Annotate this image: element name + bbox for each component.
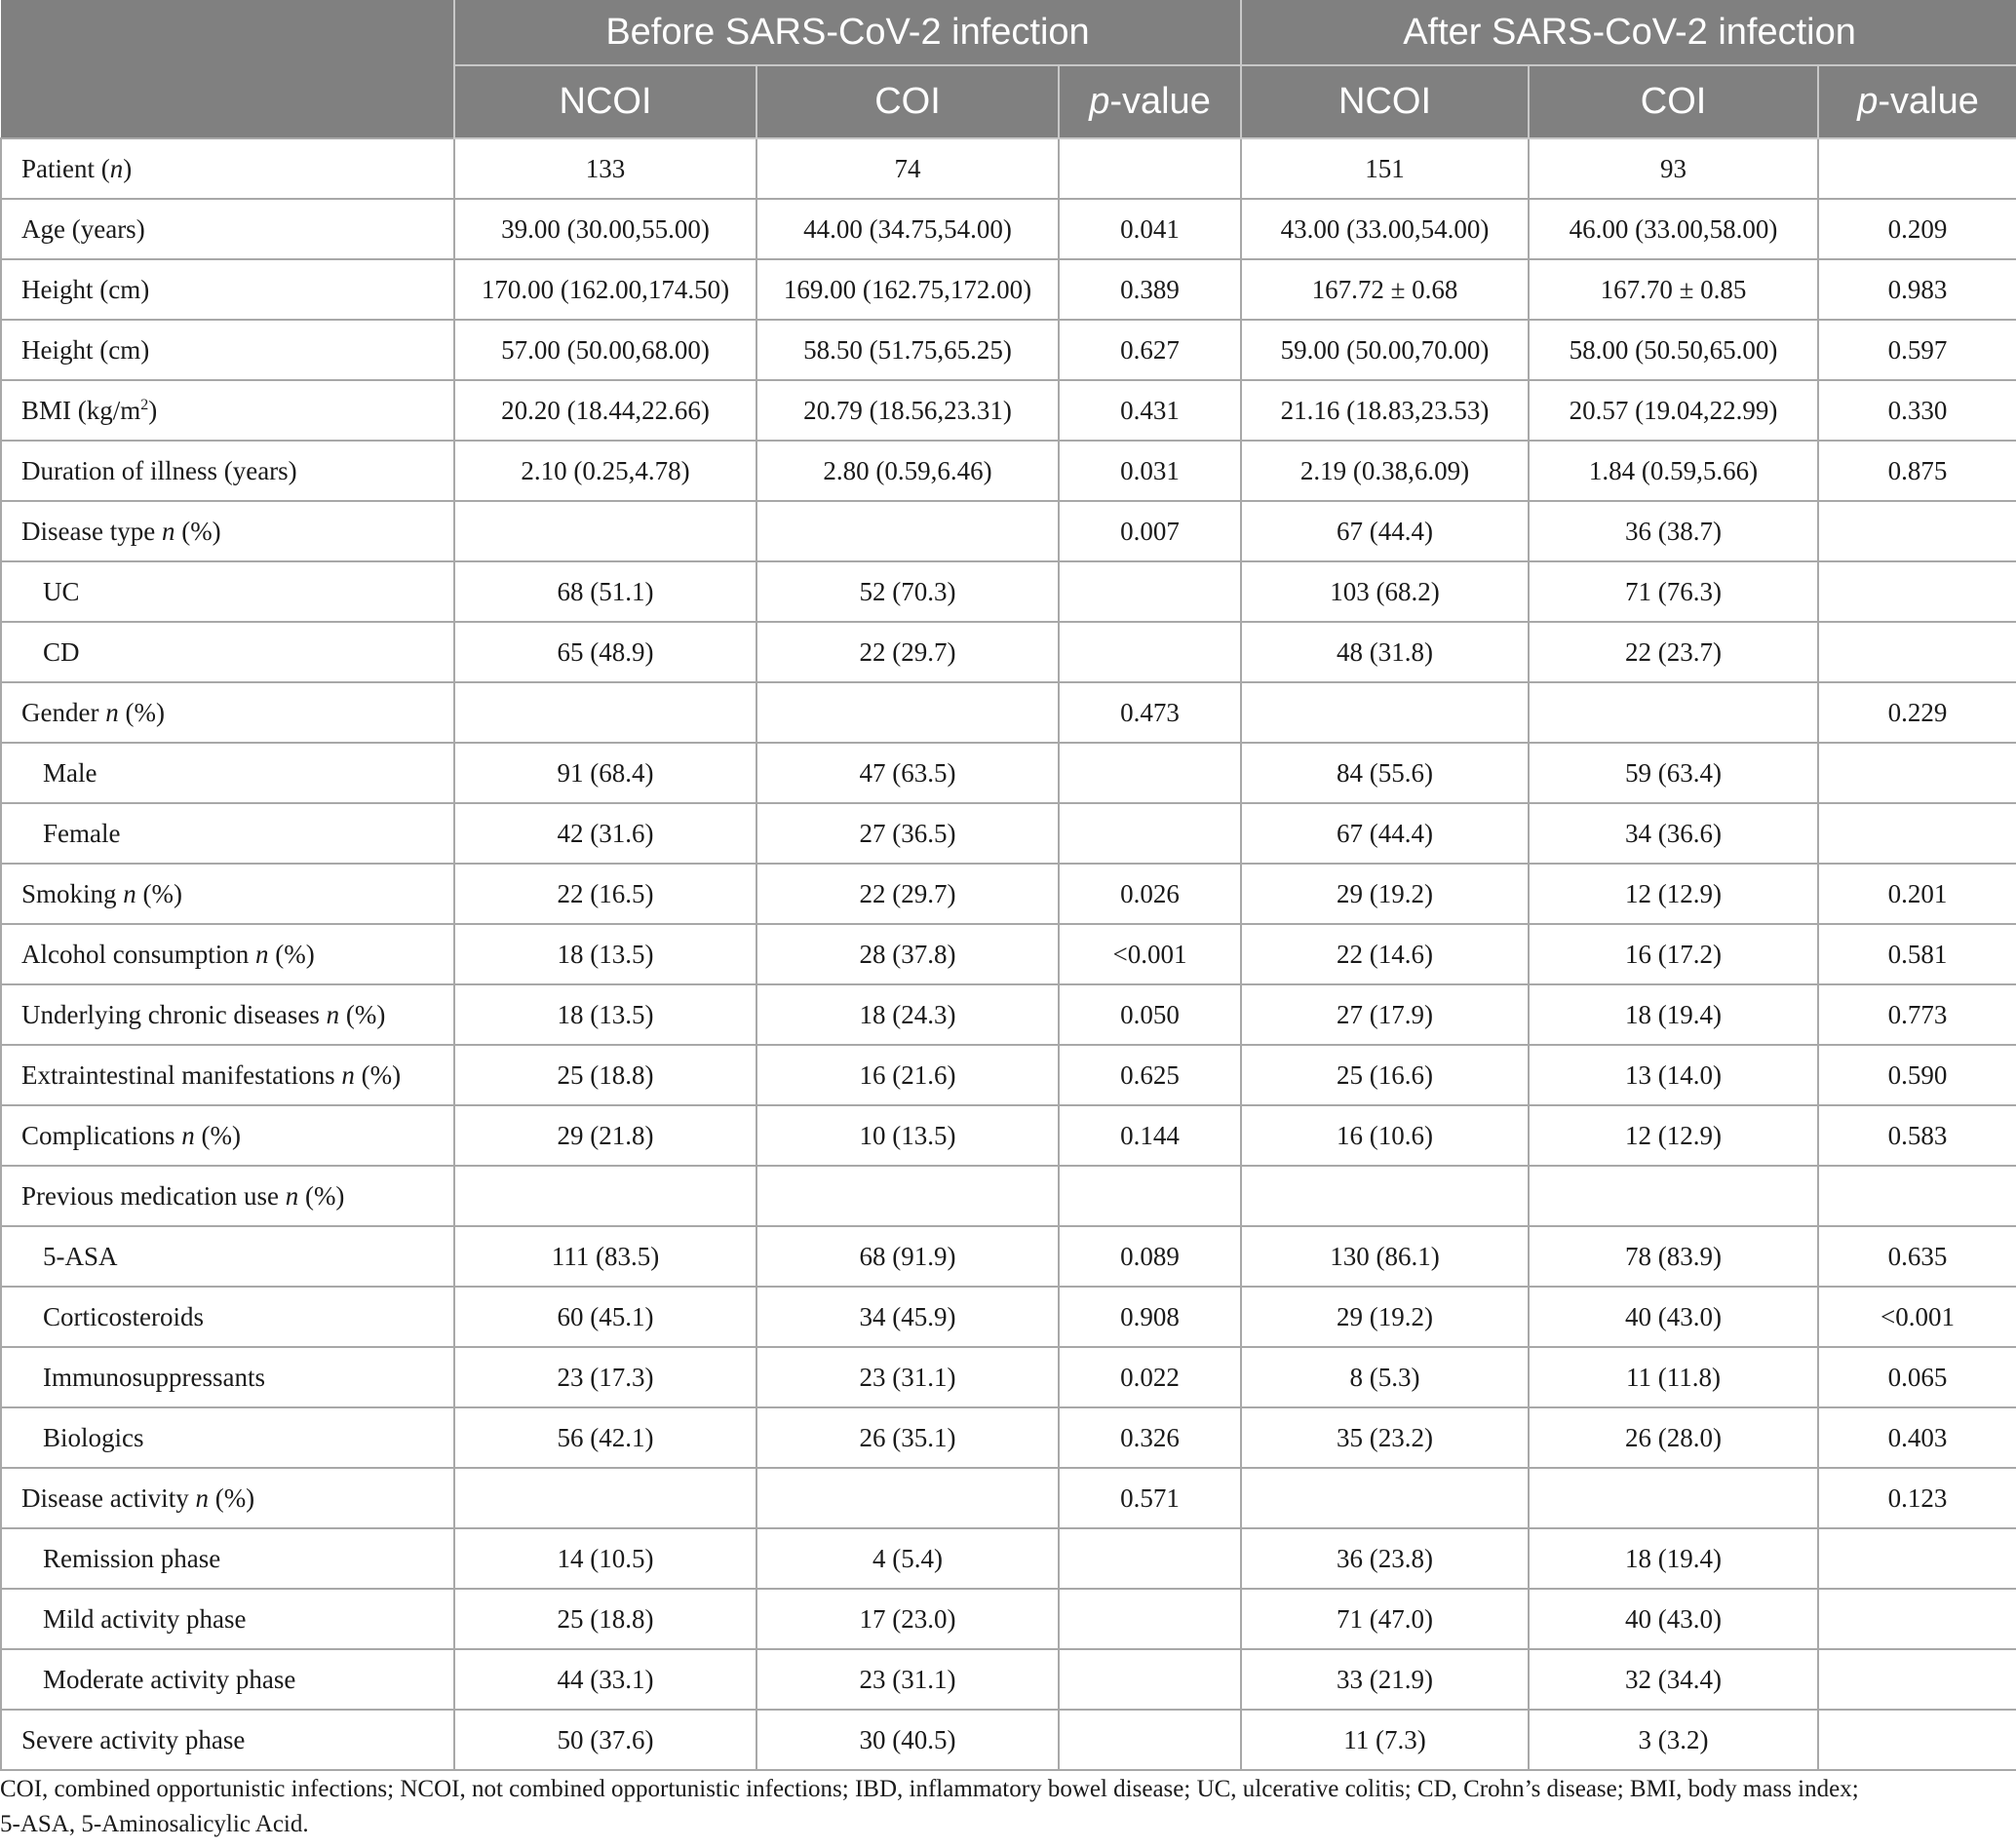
cell-b-coi bbox=[756, 1166, 1059, 1226]
cell-a-coi: 34 (36.6) bbox=[1529, 803, 1818, 864]
cell-b-p bbox=[1059, 1528, 1241, 1589]
cell-b-coi: 20.79 (18.56,23.31) bbox=[756, 380, 1059, 441]
cell-b-coi: 22 (29.7) bbox=[756, 864, 1059, 924]
cell-a-p: 0.875 bbox=[1818, 441, 2016, 501]
cell-b-coi: 52 (70.3) bbox=[756, 561, 1059, 622]
row-label bbox=[1, 682, 454, 743]
cell-b-p: 0.041 bbox=[1059, 199, 1241, 259]
row-label-text: Smoking bbox=[21, 878, 124, 908]
row-label bbox=[1, 138, 454, 199]
cell-a-ncoi: 36 (23.8) bbox=[1241, 1528, 1529, 1589]
cell-b-p: 0.026 bbox=[1059, 864, 1241, 924]
row-label bbox=[1, 1589, 454, 1649]
cell-b-p: 0.031 bbox=[1059, 441, 1241, 501]
header-group-before: Before SARS-CoV-2 infection bbox=[454, 0, 1241, 65]
cell-b-p: 0.007 bbox=[1059, 501, 1241, 561]
row-label-italic: n bbox=[181, 1120, 195, 1150]
cell-b-p: 0.431 bbox=[1059, 380, 1241, 441]
row-label-italic: n bbox=[341, 1059, 355, 1090]
cell-b-p: 0.389 bbox=[1059, 259, 1241, 320]
cell-b-ncoi: 65 (48.9) bbox=[454, 622, 756, 682]
row-label-tail: (%) bbox=[354, 1059, 402, 1090]
cell-b-p: 0.627 bbox=[1059, 320, 1241, 380]
cell-a-ncoi: 48 (31.8) bbox=[1241, 622, 1529, 682]
table-row bbox=[1, 1105, 2016, 1166]
table-row bbox=[1, 924, 2016, 984]
cell-a-ncoi: 21.16 (18.83,23.53) bbox=[1241, 380, 1529, 441]
row-label bbox=[1, 1226, 454, 1287]
row-label bbox=[1, 622, 454, 682]
cell-b-ncoi: 25 (18.8) bbox=[454, 1045, 756, 1105]
cell-b-ncoi: 91 (68.4) bbox=[454, 743, 756, 803]
cell-a-coi: 12 (12.9) bbox=[1529, 864, 1818, 924]
cell-b-p: 0.326 bbox=[1059, 1407, 1241, 1468]
cell-a-coi: 22 (23.7) bbox=[1529, 622, 1818, 682]
row-label-text: BMI (kg/m bbox=[21, 395, 141, 425]
row-label-tail: ) bbox=[148, 395, 158, 425]
cell-b-ncoi bbox=[454, 501, 756, 561]
table-row bbox=[1, 1347, 2016, 1407]
row-label-italic: n bbox=[123, 878, 136, 908]
cell-b-coi: 2.80 (0.59,6.46) bbox=[756, 441, 1059, 501]
cell-a-p bbox=[1818, 622, 2016, 682]
row-label bbox=[1, 441, 454, 501]
row-label-text: Previous medication use bbox=[21, 1180, 286, 1211]
cell-a-coi: 3 (3.2) bbox=[1529, 1710, 1818, 1770]
cell-a-coi: 20.57 (19.04,22.99) bbox=[1529, 380, 1818, 441]
cell-a-ncoi: 84 (55.6) bbox=[1241, 743, 1529, 803]
cell-a-p: 0.773 bbox=[1818, 984, 2016, 1045]
cell-b-ncoi: 170.00 (162.00,174.50) bbox=[454, 259, 756, 320]
cell-b-p bbox=[1059, 1649, 1241, 1710]
cell-a-ncoi: 22 (14.6) bbox=[1241, 924, 1529, 984]
row-label bbox=[1, 501, 454, 561]
cell-b-p bbox=[1059, 1589, 1241, 1649]
row-label-tail: (%) bbox=[208, 1482, 255, 1513]
cell-a-coi: 32 (34.4) bbox=[1529, 1649, 1818, 1710]
cell-b-p bbox=[1059, 743, 1241, 803]
row-label-text: Underlying chronic diseases bbox=[21, 999, 327, 1029]
cell-b-ncoi bbox=[454, 1468, 756, 1528]
cell-b-p: 0.571 bbox=[1059, 1468, 1241, 1528]
cell-a-p: 0.597 bbox=[1818, 320, 2016, 380]
cell-a-ncoi: 2.19 (0.38,6.09) bbox=[1241, 441, 1529, 501]
row-label-italic: n bbox=[254, 939, 269, 969]
cell-b-p: 0.022 bbox=[1059, 1347, 1241, 1407]
row-label-text: Gender bbox=[21, 697, 106, 727]
cell-b-coi: 18 (24.3) bbox=[756, 984, 1059, 1045]
cell-a-coi: 59 (63.4) bbox=[1529, 743, 1818, 803]
cell-a-p bbox=[1818, 1166, 2016, 1226]
header-before-ncoi: NCOI bbox=[454, 65, 756, 138]
cell-a-ncoi: 167.72 ± 0.68 bbox=[1241, 259, 1529, 320]
cell-b-ncoi: 60 (45.1) bbox=[454, 1287, 756, 1347]
table-row bbox=[1, 1287, 2016, 1347]
cell-b-ncoi: 18 (13.5) bbox=[454, 924, 756, 984]
row-label-text: Patient ( bbox=[21, 153, 110, 183]
cell-b-p bbox=[1059, 138, 1241, 199]
cell-b-p bbox=[1059, 1710, 1241, 1770]
cell-a-coi bbox=[1529, 1166, 1818, 1226]
cell-a-ncoi: 43.00 (33.00,54.00) bbox=[1241, 199, 1529, 259]
cell-a-p: 0.635 bbox=[1818, 1226, 2016, 1287]
table-row bbox=[1, 1166, 2016, 1226]
row-label bbox=[1, 803, 454, 864]
cell-a-ncoi: 151 bbox=[1241, 138, 1529, 199]
row-label bbox=[1, 380, 454, 441]
cell-a-coi: 46.00 (33.00,58.00) bbox=[1529, 199, 1818, 259]
row-label-tail: (%) bbox=[136, 878, 183, 908]
cell-a-coi: 58.00 (50.50,65.00) bbox=[1529, 320, 1818, 380]
row-label-text: Disease activity bbox=[21, 1482, 196, 1513]
cell-b-ncoi: 57.00 (50.00,68.00) bbox=[454, 320, 756, 380]
cell-a-ncoi bbox=[1241, 1166, 1529, 1226]
row-label-text: Biologics bbox=[43, 1422, 144, 1452]
cell-b-p: 0.089 bbox=[1059, 1226, 1241, 1287]
cell-b-ncoi: 2.10 (0.25,4.78) bbox=[454, 441, 756, 501]
footnote-line-2: 5-ASA, 5-Aminosalicylic Acid. bbox=[0, 1811, 309, 1837]
row-label-text: Mild activity phase bbox=[43, 1603, 247, 1634]
cell-a-coi: 1.84 (0.59,5.66) bbox=[1529, 441, 1818, 501]
cell-a-p: 0.403 bbox=[1818, 1407, 2016, 1468]
cell-a-ncoi: 67 (44.4) bbox=[1241, 803, 1529, 864]
cell-b-ncoi: 44 (33.1) bbox=[454, 1649, 756, 1710]
table-row bbox=[1, 682, 2016, 743]
cell-b-ncoi: 111 (83.5) bbox=[454, 1226, 756, 1287]
table-row bbox=[1, 441, 2016, 501]
table-row bbox=[1, 320, 2016, 380]
cell-b-coi: 26 (35.1) bbox=[756, 1407, 1059, 1468]
cell-b-ncoi: 23 (17.3) bbox=[454, 1347, 756, 1407]
cell-a-coi: 167.70 ± 0.85 bbox=[1529, 259, 1818, 320]
p-rest: -value bbox=[1878, 81, 1979, 122]
row-label-tail: ) bbox=[123, 153, 133, 183]
cell-b-coi: 169.00 (162.75,172.00) bbox=[756, 259, 1059, 320]
row-label bbox=[1, 984, 454, 1045]
table-row bbox=[1, 1468, 2016, 1528]
row-label bbox=[1, 924, 454, 984]
cell-b-coi bbox=[756, 501, 1059, 561]
row-label-italic: n bbox=[161, 516, 175, 546]
cell-a-p bbox=[1818, 743, 2016, 803]
row-label-text: Female bbox=[43, 818, 121, 848]
table-row bbox=[1, 1528, 2016, 1589]
row-label-text: Severe activity phase bbox=[21, 1724, 246, 1754]
row-label-text: Immunosuppressants bbox=[43, 1362, 265, 1392]
cell-a-ncoi bbox=[1241, 682, 1529, 743]
row-label-superscript: 2 bbox=[140, 396, 149, 413]
cell-a-ncoi: 103 (68.2) bbox=[1241, 561, 1529, 622]
cell-b-ncoi bbox=[454, 1166, 756, 1226]
cell-a-p bbox=[1818, 1528, 2016, 1589]
row-label-italic: n bbox=[105, 697, 119, 727]
cell-a-coi: 78 (83.9) bbox=[1529, 1226, 1818, 1287]
cell-b-ncoi: 39.00 (30.00,55.00) bbox=[454, 199, 756, 259]
cell-a-coi: 40 (43.0) bbox=[1529, 1589, 1818, 1649]
cell-b-p bbox=[1059, 622, 1241, 682]
row-label-text: Alcohol consumption bbox=[21, 939, 255, 969]
row-label bbox=[1, 1045, 454, 1105]
cell-b-ncoi: 50 (37.6) bbox=[454, 1710, 756, 1770]
cell-b-coi: 28 (37.8) bbox=[756, 924, 1059, 984]
cell-a-ncoi: 11 (7.3) bbox=[1241, 1710, 1529, 1770]
table-row bbox=[1, 803, 2016, 864]
table-row bbox=[1, 743, 2016, 803]
p-rest: -value bbox=[1109, 81, 1211, 122]
header-after-ncoi: NCOI bbox=[1241, 65, 1529, 138]
row-label bbox=[1, 743, 454, 803]
cell-a-p bbox=[1818, 1589, 2016, 1649]
cell-b-coi: 34 (45.9) bbox=[756, 1287, 1059, 1347]
cell-a-p: 0.123 bbox=[1818, 1468, 2016, 1528]
cell-a-p bbox=[1818, 561, 2016, 622]
cell-b-coi: 58.50 (51.75,65.25) bbox=[756, 320, 1059, 380]
row-label-text: Moderate activity phase bbox=[43, 1664, 296, 1694]
row-label-text: 5-ASA bbox=[43, 1241, 118, 1271]
row-label-italic: n bbox=[109, 153, 124, 183]
cell-a-ncoi: 59.00 (50.00,70.00) bbox=[1241, 320, 1529, 380]
row-label bbox=[1, 1166, 454, 1226]
cell-a-p: 0.983 bbox=[1818, 259, 2016, 320]
cell-a-p bbox=[1818, 803, 2016, 864]
row-label bbox=[1, 1710, 454, 1770]
footnote-line-1: COI, combined opportunistic infections; NCOI, not combined opportunistic infections; IBD, inflammatory bowel disease; UC, ulcerative colitis; CD, Crohn’s disease; BMI, body mass index; bbox=[0, 1776, 1859, 1802]
cell-a-coi bbox=[1529, 682, 1818, 743]
cell-a-coi: 12 (12.9) bbox=[1529, 1105, 1818, 1166]
cell-a-coi: 26 (28.0) bbox=[1529, 1407, 1818, 1468]
header-row-groups bbox=[1, 0, 2016, 65]
table-row bbox=[1, 864, 2016, 924]
cell-b-p: 0.908 bbox=[1059, 1287, 1241, 1347]
table-row bbox=[1, 984, 2016, 1045]
cell-b-ncoi: 14 (10.5) bbox=[454, 1528, 756, 1589]
cell-b-ncoi: 68 (51.1) bbox=[454, 561, 756, 622]
cell-b-ncoi: 25 (18.8) bbox=[454, 1589, 756, 1649]
cell-a-p: 0.590 bbox=[1818, 1045, 2016, 1105]
cell-a-ncoi: 71 (47.0) bbox=[1241, 1589, 1529, 1649]
cell-a-p bbox=[1818, 138, 2016, 199]
cell-a-p: 0.581 bbox=[1818, 924, 2016, 984]
row-label bbox=[1, 1528, 454, 1589]
cell-a-ncoi: 8 (5.3) bbox=[1241, 1347, 1529, 1407]
cell-a-ncoi: 29 (19.2) bbox=[1241, 1287, 1529, 1347]
header-before-coi: COI bbox=[756, 65, 1059, 138]
table-row bbox=[1, 622, 2016, 682]
table-row bbox=[1, 1407, 2016, 1468]
cell-b-coi: 23 (31.1) bbox=[756, 1649, 1059, 1710]
cell-a-p: 0.065 bbox=[1818, 1347, 2016, 1407]
row-label-text: Complications bbox=[21, 1120, 182, 1150]
cell-b-ncoi: 29 (21.8) bbox=[454, 1105, 756, 1166]
table-row bbox=[1, 380, 2016, 441]
row-label bbox=[1, 1407, 454, 1468]
row-label-text: Age (years) bbox=[21, 213, 145, 244]
cell-b-ncoi: 42 (31.6) bbox=[454, 803, 756, 864]
row-label-tail: (%) bbox=[174, 516, 221, 546]
table-body bbox=[1, 138, 2016, 1770]
cell-b-coi: 27 (36.5) bbox=[756, 803, 1059, 864]
cell-b-coi: 22 (29.7) bbox=[756, 622, 1059, 682]
row-label-tail: (%) bbox=[194, 1120, 241, 1150]
row-label bbox=[1, 1287, 454, 1347]
row-label-tail: (%) bbox=[268, 939, 315, 969]
cell-b-coi bbox=[756, 1468, 1059, 1528]
cell-a-coi: 16 (17.2) bbox=[1529, 924, 1818, 984]
row-label bbox=[1, 199, 454, 259]
row-label-italic: n bbox=[195, 1482, 209, 1513]
row-label bbox=[1, 1347, 454, 1407]
row-label-text: UC bbox=[43, 576, 80, 606]
table-row bbox=[1, 259, 2016, 320]
cell-a-coi: 40 (43.0) bbox=[1529, 1287, 1818, 1347]
cell-b-coi bbox=[756, 682, 1059, 743]
row-label bbox=[1, 320, 454, 380]
cell-b-coi: 30 (40.5) bbox=[756, 1710, 1059, 1770]
header-corner bbox=[1, 0, 454, 138]
cell-b-p: 0.625 bbox=[1059, 1045, 1241, 1105]
row-label-text: Remission phase bbox=[43, 1543, 221, 1573]
row-label bbox=[1, 1468, 454, 1528]
row-label bbox=[1, 1105, 454, 1166]
cell-b-coi: 23 (31.1) bbox=[756, 1347, 1059, 1407]
cell-a-ncoi: 27 (17.9) bbox=[1241, 984, 1529, 1045]
row-label-tail: (%) bbox=[118, 697, 165, 727]
header-after-coi: COI bbox=[1529, 65, 1818, 138]
row-label-text: Disease type bbox=[21, 516, 162, 546]
cell-a-coi: 11 (11.8) bbox=[1529, 1347, 1818, 1407]
row-label-text: CD bbox=[43, 636, 80, 667]
row-label-tail: (%) bbox=[298, 1180, 345, 1211]
cell-b-coi: 4 (5.4) bbox=[756, 1528, 1059, 1589]
cell-a-p: 0.201 bbox=[1818, 864, 2016, 924]
table-row bbox=[1, 199, 2016, 259]
cell-a-p: 0.583 bbox=[1818, 1105, 2016, 1166]
cell-b-coi: 16 (21.6) bbox=[756, 1045, 1059, 1105]
cell-b-ncoi: 20.20 (18.44,22.66) bbox=[454, 380, 756, 441]
cell-b-ncoi bbox=[454, 682, 756, 743]
cell-a-ncoi: 29 (19.2) bbox=[1241, 864, 1529, 924]
cell-b-coi: 10 (13.5) bbox=[756, 1105, 1059, 1166]
row-label-italic: n bbox=[285, 1180, 299, 1211]
cell-b-coi: 74 bbox=[756, 138, 1059, 199]
row-label bbox=[1, 259, 454, 320]
cell-a-coi: 13 (14.0) bbox=[1529, 1045, 1818, 1105]
row-label-text: Height (cm) bbox=[21, 274, 150, 304]
cell-b-ncoi: 22 (16.5) bbox=[454, 864, 756, 924]
cell-b-p bbox=[1059, 1166, 1241, 1226]
table-row bbox=[1, 1710, 2016, 1770]
row-label-text: Corticosteroids bbox=[43, 1301, 204, 1331]
row-label bbox=[1, 864, 454, 924]
cell-a-ncoi: 130 (86.1) bbox=[1241, 1226, 1529, 1287]
cell-a-ncoi: 33 (21.9) bbox=[1241, 1649, 1529, 1710]
cell-a-p bbox=[1818, 501, 2016, 561]
header-after-pvalue bbox=[1818, 65, 2016, 138]
cell-b-ncoi: 18 (13.5) bbox=[454, 984, 756, 1045]
row-label-italic: n bbox=[326, 999, 340, 1029]
cell-a-coi: 93 bbox=[1529, 138, 1818, 199]
row-label-tail: (%) bbox=[339, 999, 386, 1029]
row-label bbox=[1, 1649, 454, 1710]
cell-a-p bbox=[1818, 1649, 2016, 1710]
cell-a-p: <0.001 bbox=[1818, 1287, 2016, 1347]
cell-b-coi: 68 (91.9) bbox=[756, 1226, 1059, 1287]
cell-a-p: 0.330 bbox=[1818, 380, 2016, 441]
row-label-text: Duration of illness (years) bbox=[21, 455, 297, 485]
cell-a-p: 0.229 bbox=[1818, 682, 2016, 743]
cell-b-p: 0.144 bbox=[1059, 1105, 1241, 1166]
cell-a-ncoi: 35 (23.2) bbox=[1241, 1407, 1529, 1468]
table-row bbox=[1, 1226, 2016, 1287]
row-label-text: Extraintestinal manifestations bbox=[21, 1059, 342, 1090]
table-row bbox=[1, 1649, 2016, 1710]
cell-a-ncoi bbox=[1241, 1468, 1529, 1528]
cell-a-coi: 18 (19.4) bbox=[1529, 984, 1818, 1045]
table-row bbox=[1, 1589, 2016, 1649]
cell-b-p: <0.001 bbox=[1059, 924, 1241, 984]
table-footnote bbox=[0, 1772, 2008, 1842]
cell-a-p bbox=[1818, 1710, 2016, 1770]
cell-a-coi bbox=[1529, 1468, 1818, 1528]
cell-b-ncoi: 56 (42.1) bbox=[454, 1407, 756, 1468]
cell-b-coi: 17 (23.0) bbox=[756, 1589, 1059, 1649]
table-row bbox=[1, 1045, 2016, 1105]
cell-a-coi: 71 (76.3) bbox=[1529, 561, 1818, 622]
header-before-pvalue bbox=[1059, 65, 1241, 138]
cell-a-p: 0.209 bbox=[1818, 199, 2016, 259]
row-label-text: Male bbox=[43, 757, 97, 788]
table-row bbox=[1, 561, 2016, 622]
table-row bbox=[1, 501, 2016, 561]
p-italic: p bbox=[1089, 81, 1110, 122]
table-row bbox=[1, 138, 2016, 199]
header-group-after: After SARS-CoV-2 infection bbox=[1241, 0, 2016, 65]
p-italic: p bbox=[1857, 81, 1879, 122]
cell-b-p bbox=[1059, 803, 1241, 864]
cell-a-coi: 18 (19.4) bbox=[1529, 1528, 1818, 1589]
cell-b-ncoi: 133 bbox=[454, 138, 756, 199]
cell-a-ncoi: 25 (16.6) bbox=[1241, 1045, 1529, 1105]
cell-b-coi: 47 (63.5) bbox=[756, 743, 1059, 803]
cell-b-coi: 44.00 (34.75,54.00) bbox=[756, 199, 1059, 259]
row-label bbox=[1, 561, 454, 622]
cell-b-p: 0.050 bbox=[1059, 984, 1241, 1045]
cell-a-ncoi: 16 (10.6) bbox=[1241, 1105, 1529, 1166]
cell-a-coi: 36 (38.7) bbox=[1529, 501, 1818, 561]
row-label-text: Height (cm) bbox=[21, 334, 150, 365]
cell-a-ncoi: 67 (44.4) bbox=[1241, 501, 1529, 561]
cell-b-p bbox=[1059, 561, 1241, 622]
cell-b-p: 0.473 bbox=[1059, 682, 1241, 743]
